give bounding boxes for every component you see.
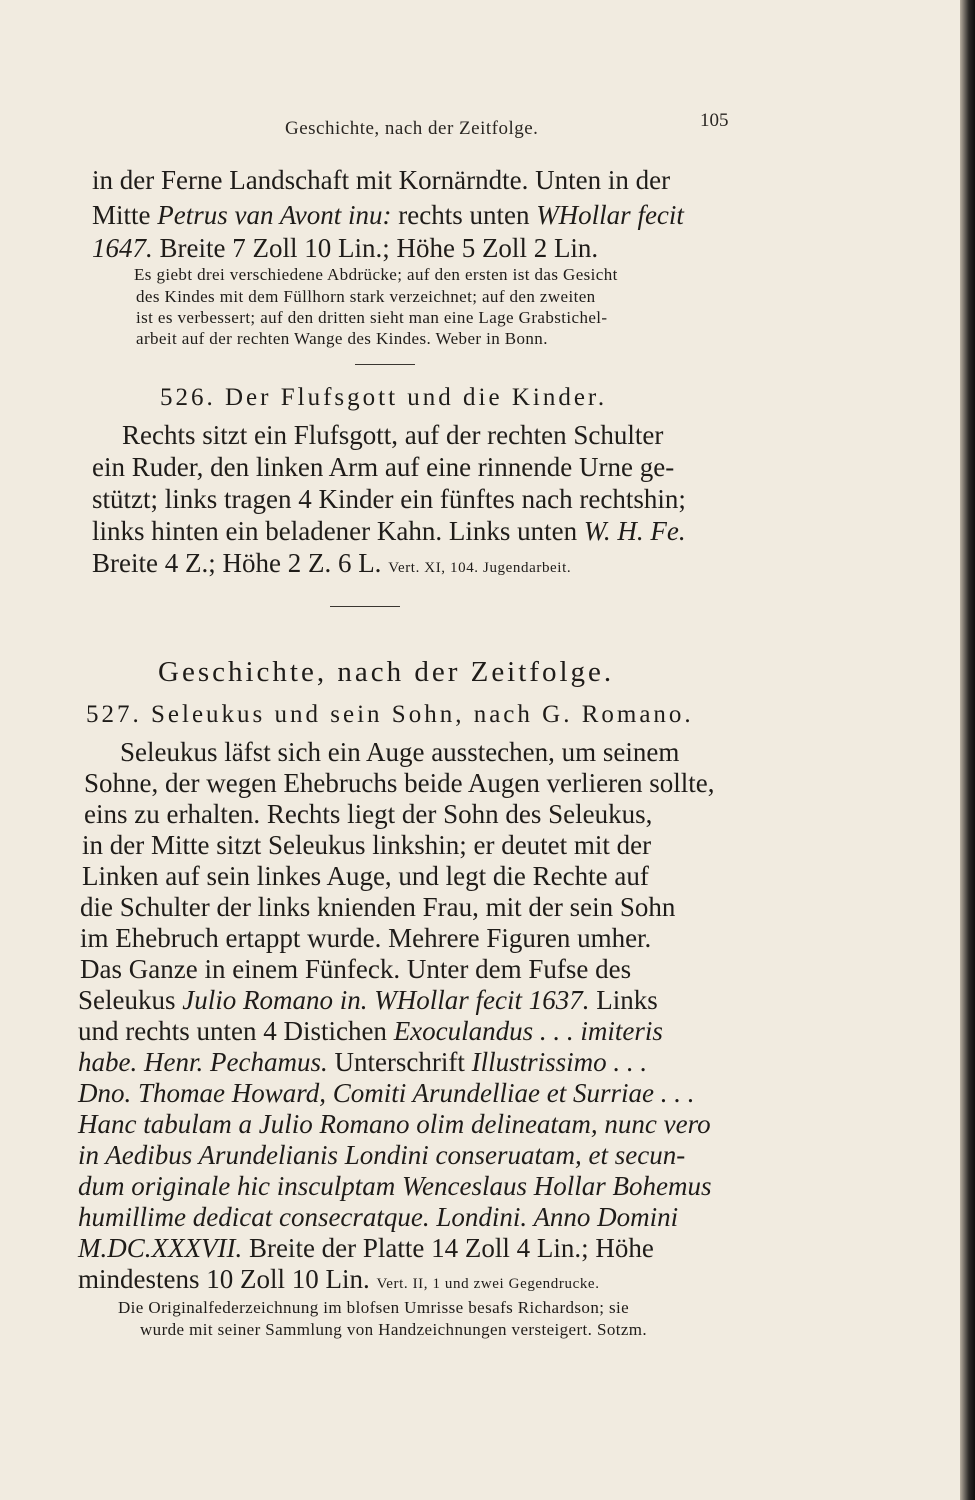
entry-527-line <box>78 1078 695 1109</box>
entry-527-note-line: Die Originalfederzeichnung im blofsen Umrisse besafs Richardson; sie <box>118 1298 630 1317</box>
entry-527-heading: 527. Seleukus und sein Sohn, nach G. Romano. <box>86 701 694 728</box>
entry-526-line: Rechts sitzt ein Flufsgott, auf der rechten Schulter <box>122 420 664 450</box>
entry-525-inscription-right: WHollar fecit <box>536 200 684 230</box>
entry-526-line: stützt; links tragen 4 Kinder ein fünftes nach rechtshin; <box>92 484 686 514</box>
divider-rule <box>330 606 400 607</box>
entry-527-line <box>78 1233 654 1264</box>
entry-525-inscription-left: Petrus van Avont inu: <box>157 200 392 230</box>
entry-527-line <box>78 1202 678 1233</box>
entry-527-line: in der Mitte sitzt Seleukus linkshin; er deutet mit der <box>82 830 652 860</box>
entry-527-line: Das Ganze in einem Fünfeck. Unter dem Fufse des <box>80 954 632 984</box>
entry-526-text: links hinten ein beladener Kahn. Links unten <box>92 516 578 546</box>
running-head: Geschichte, nach der Zeitfolge. <box>285 118 539 139</box>
entry-527-dedication: Illustrissimo . . . <box>471 1047 648 1077</box>
entry-527-dedication: dum originale hic insculptam Wenceslaus Hollar Bohemus <box>78 1171 712 1201</box>
page-number: 105 <box>700 110 729 131</box>
entry-527-line <box>78 985 658 1016</box>
entry-527-dedication: Hanc tabulam a Julio Romano olim delineatam, nunc vero <box>78 1109 711 1139</box>
entry-527-line: Linken auf sein linkes Auge, und legt die Rechte auf <box>82 861 649 891</box>
entry-527-dedication: Dno. Thomae Howard, Comiti Arundelliae et Surriae . . . <box>78 1078 695 1108</box>
entry-527-line: die Schulter der links knienden Frau, mit der sein Sohn <box>80 892 676 922</box>
entry-525-year: 1647. <box>92 233 153 263</box>
entry-527-dimensions: Breite der Platte 14 Zoll 4 Lin.; Höhe <box>248 1233 654 1263</box>
entry-526-heading: 526. Der Flufsgott und die Kinder. <box>160 384 608 411</box>
entry-526-dimensions: Breite 4 Z.; Höhe 2 Z. 6 L. <box>92 548 382 578</box>
entry-527-text: Seleukus <box>78 985 176 1015</box>
entry-526-line <box>92 548 571 579</box>
entry-527-text: und rechts unten 4 Distichen <box>78 1016 387 1046</box>
divider-rule <box>355 364 415 365</box>
entry-527-line: Sohne, der wegen Ehebruchs beide Augen verlieren sollte, <box>84 768 715 798</box>
entry-526-line: ein Ruder, den linken Arm auf eine rinnende Urne ge- <box>92 452 675 482</box>
entry-527-author: habe. Henr. Pechamus. <box>78 1047 328 1077</box>
entry-526-line <box>92 516 686 547</box>
entry-527-line <box>78 1264 600 1295</box>
entry-525-note-line: Es giebt drei verschiedene Abdrücke; auf den ersten ist das Gesicht <box>134 265 618 284</box>
entry-525-line-2 <box>92 200 684 231</box>
entry-525-text: Mitte <box>92 200 151 230</box>
entry-527-line: im Ehebruch ertappt wurde. Mehrere Figuren umher. <box>80 923 652 953</box>
entry-527-note-line: wurde mit seiner Sammlung von Handzeichnungen versteigert. Sotzm. <box>140 1320 648 1339</box>
entry-527-distichs: Exoculandus . . . imiteris <box>393 1016 663 1046</box>
entry-527-dedication: humillime dedicat consecratque. Londini. Anno Domini <box>78 1202 679 1232</box>
entry-525-note-line: arbeit auf der rechten Wange des Kindes. Weber in Bonn. <box>136 329 548 348</box>
entry-527-line <box>78 1047 647 1078</box>
entry-527-line: Seleukus läfst sich ein Auge ausstechen, um seinem <box>120 737 680 767</box>
section-title: Geschichte, nach der Zeitfolge. <box>158 656 615 688</box>
entry-526-reference: Vert. XI, 104. Jugendarbeit. <box>388 560 572 576</box>
entry-525-line-3 <box>92 233 598 264</box>
entry-525-line-1: in der Ferne Landschaft mit Kornärndte. Unten in der <box>92 165 671 195</box>
entry-527-inscription: Julio Romano in. WHollar fecit 1637. <box>182 985 590 1015</box>
entry-525-note-line: des Kindes mit dem Füllhorn stark verzeichnet; auf den zweiten <box>136 287 596 306</box>
entry-527-date: M.DC.XXXVII. <box>78 1233 243 1263</box>
entry-527-line <box>78 1140 685 1171</box>
entry-525-note-line: ist es verbessert; auf den dritten sieht man eine Lage Grabstichel- <box>136 308 608 327</box>
entry-527-reference: Vert. II, 1 und zwei Gegendrucke. <box>376 1276 600 1292</box>
entry-526-inscription: W. H. Fe. <box>583 516 686 546</box>
entry-527-line <box>78 1109 711 1140</box>
entry-527-text: Links <box>596 985 658 1015</box>
entry-527-text: Unterschrift <box>334 1047 465 1077</box>
entry-527-dedication: in Aedibus Arundelianis Londini conseruatam, et secun- <box>78 1140 686 1170</box>
entry-527-line <box>78 1016 663 1047</box>
entry-525-text: rechts unten <box>398 200 530 230</box>
entry-527-dimensions: mindestens 10 Zoll 10 Lin. <box>78 1264 370 1294</box>
page-edge-shadow <box>960 0 975 1500</box>
entry-525-dimensions: Breite 7 Zoll 10 Lin.; Höhe 5 Zoll 2 Lin. <box>159 233 599 263</box>
entry-527-line: eins zu erhalten. Rechts liegt der Sohn des Seleukus, <box>84 799 653 829</box>
entry-527-line <box>78 1171 711 1202</box>
